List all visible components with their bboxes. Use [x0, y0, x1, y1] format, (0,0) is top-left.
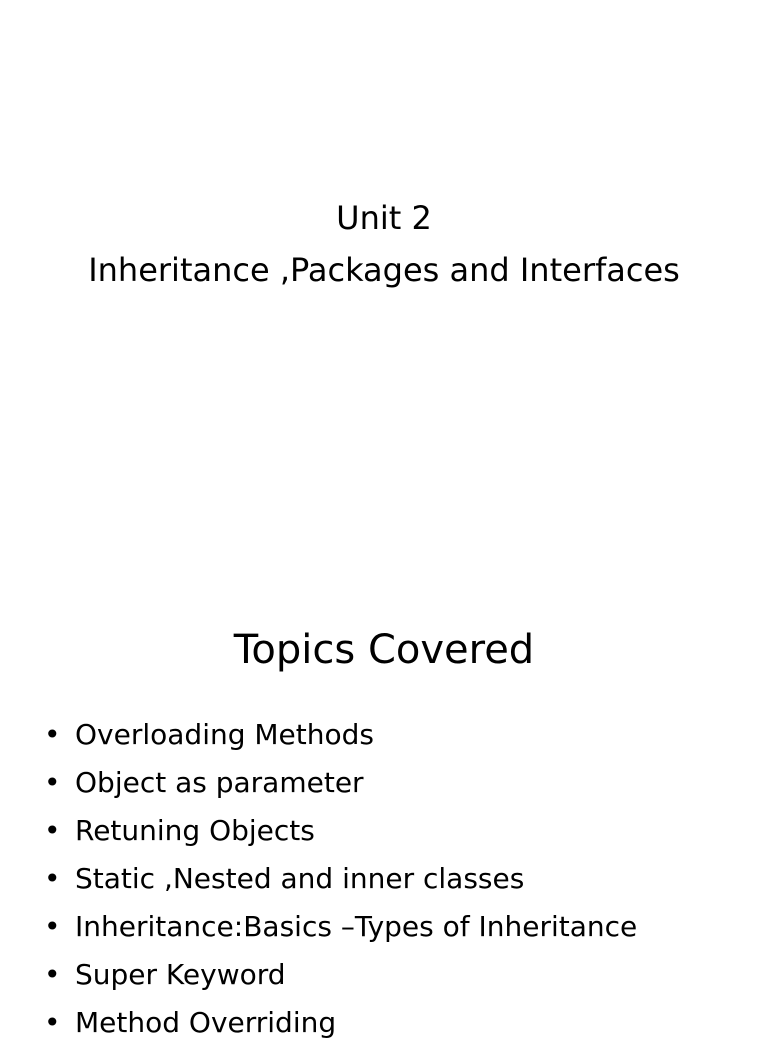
list-item-text: Object as parameter — [75, 766, 364, 799]
subject-title: Inheritance ,Packages and Interfaces — [88, 251, 680, 289]
list-item-text: Overloading Methods — [75, 718, 374, 751]
list-item — [0, 807, 768, 855]
list-item-text: Retuning Objects — [75, 814, 315, 847]
list-item — [0, 999, 768, 1047]
bullet-icon: • — [44, 1006, 61, 1039]
topics-heading: Topics Covered — [233, 627, 535, 673]
list-item — [0, 759, 768, 807]
list-item-text: Method Overriding — [75, 1006, 337, 1039]
list-item-text: Super Keyword — [75, 958, 286, 991]
list-item — [0, 711, 768, 759]
list-item — [0, 951, 768, 999]
list-item — [0, 855, 768, 903]
bullet-icon: • — [44, 766, 61, 799]
list-item-text: Static ,Nested and inner classes — [75, 862, 525, 895]
bullet-icon: • — [44, 910, 61, 943]
list-item — [0, 903, 768, 951]
bullet-icon: • — [44, 958, 61, 991]
bullet-icon: • — [44, 718, 61, 751]
bullet-icon: • — [44, 814, 61, 847]
bullet-icon: • — [44, 862, 61, 895]
topics-list — [0, 711, 768, 1047]
list-item-text: Inheritance:Basics –Types of Inheritance — [75, 910, 638, 943]
unit-title: Unit 2 — [336, 199, 432, 237]
